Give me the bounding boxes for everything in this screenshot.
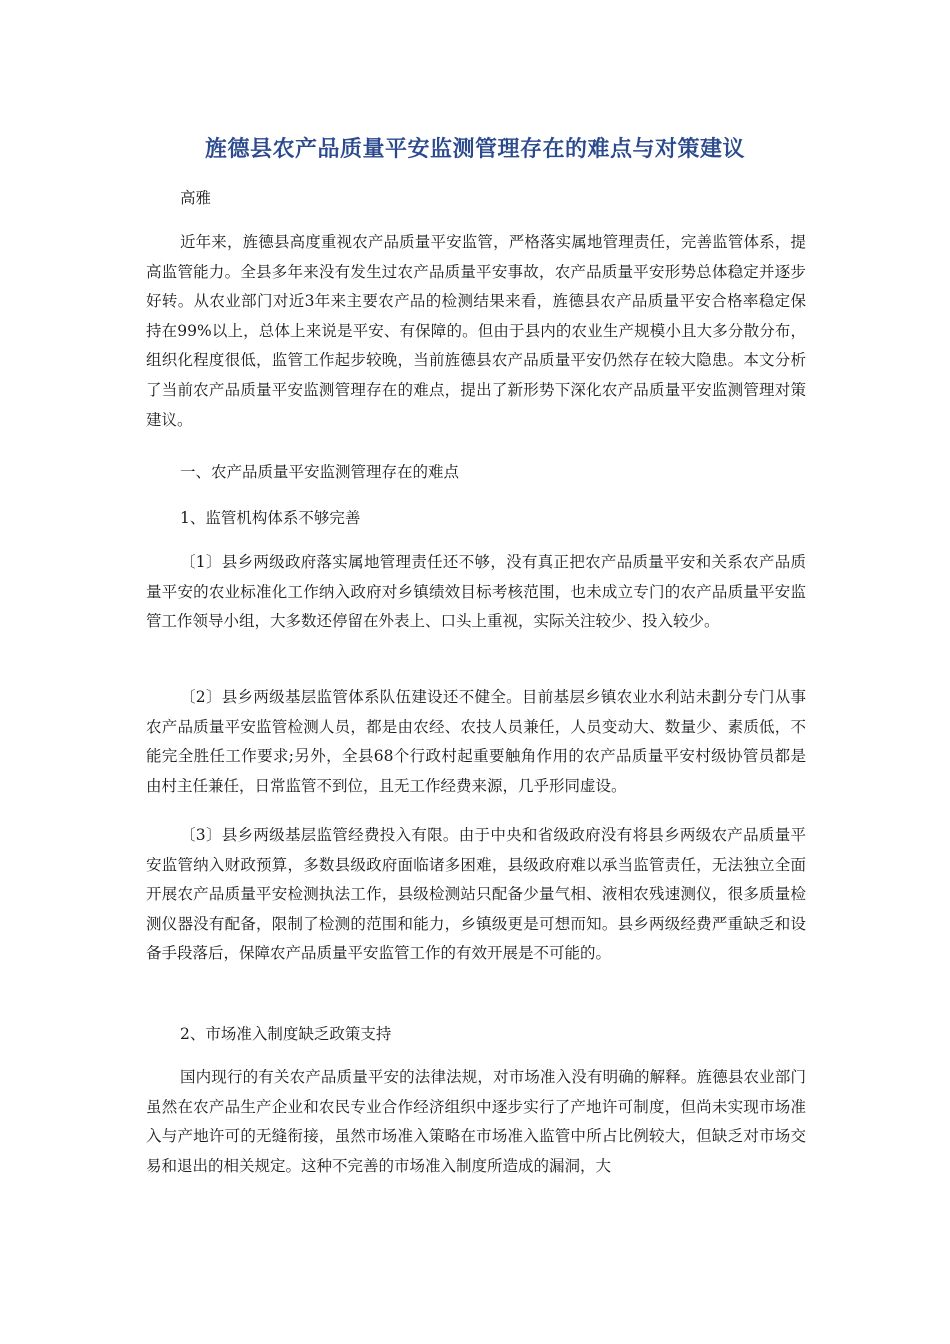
point-3-paragraph: 〔3〕县乡两级基层监管经费投入有限。由于中央和省级政府没有将县乡两级农产品质量平安监管纳入财政预算，多数县级政府面临诸多困难，县级政府难以承当监管责任，无法独立全面开展农产品质量平安检测执法工作，县级检测站只配备少量气相、液相农残速测仪，很多质量检测仪器没有配备，限制了检测的范围和能力，乡镇级更是可想而知。县乡两级经费严重缺乏和设备手段落后，保障农产品质量平安监管工作的有效开展是不可能的。 xyxy=(146,826,806,963)
market-paragraph: 国内现行的有关农产品质量平安的法律法规，对市场准入没有明确的解释。旌德县农业部门虽然在农产品生产企业和农民专业合作经济组织中逐步实行了产地许可制度，但尚未实现市场准入与产地许可的无缝衔接，虽然市场准入策略在市场准入监管中所占比例较大，但缺乏对市场交易和退出的相关规定。这种不完善的市场准入制度所造成的漏洞，大 xyxy=(146,1068,806,1175)
point-3-block xyxy=(146,821,806,969)
point-1-block xyxy=(146,548,806,637)
market-block xyxy=(146,1063,806,1181)
point-2-paragraph: 〔2〕县乡两级基层监管体系队伍建设还不健全。目前基层乡镇农业水利站未劃分专门从事农产品质量平安监管检测人员，都是由农经、农技人员兼任，人员变动大、数量少、素质低，不能完全胜任工作要求;另外，全县68个行政村起重要触角作用的农产品质量平安村级协管员都是由村主任兼任，日常监管不到位，且无工作经费来源，几乎形同虚设。 xyxy=(146,688,806,795)
author-name: 高雅 xyxy=(180,189,212,207)
intro-block xyxy=(146,228,806,435)
section-heading-difficulties: 一、农产品质量平安监测管理存在的难点 xyxy=(180,463,460,481)
point-2-block xyxy=(146,683,806,801)
point-1-paragraph: 〔1〕县乡两级政府落实属地管理责任还不够，没有真正把农产品质量平安和关系农产品质量平安的农业标准化工作纳入政府对乡镇绩效目标考核范围，也未成立专门的农产品质量平安监管工作领导小组，大多数还停留在外表上、口头上重视，实际关注较少、投入较少。 xyxy=(146,553,806,631)
intro-paragraph: 近年来，旌德县高度重视农产品质量平安监管，严格落实属地管理责任，完善监管体系，提高监管能力。全县多年来没有发生过农产品质量平安事故，农产品质量平安形势总体稳定并逐步好转。从农业部门对近3年来主要农产品的检测结果来看，旌德县农产品质量平安合格率稳定保持在99%以上，总体上来说是平安、有保障的。但由于县内的农业生产规模小且大多分散分布，组织化程度很低，监管工作起步较晚，当前旌德县农产品质量平安仍然存在较大隐患。本文分析了当前农产品质量平安监测管理存在的难点，提出了新形势下深化农产品质量平安监测管理对策建议。 xyxy=(146,233,806,429)
document-title: 旌德县农产品质量平安监测管理存在的难点与对策建议 xyxy=(204,137,745,162)
subheading-market-access: 2、市场准入制度缺乏政策支持 xyxy=(180,1025,392,1043)
subheading-supervision-system: 1、监管机构体系不够完善 xyxy=(180,509,361,527)
